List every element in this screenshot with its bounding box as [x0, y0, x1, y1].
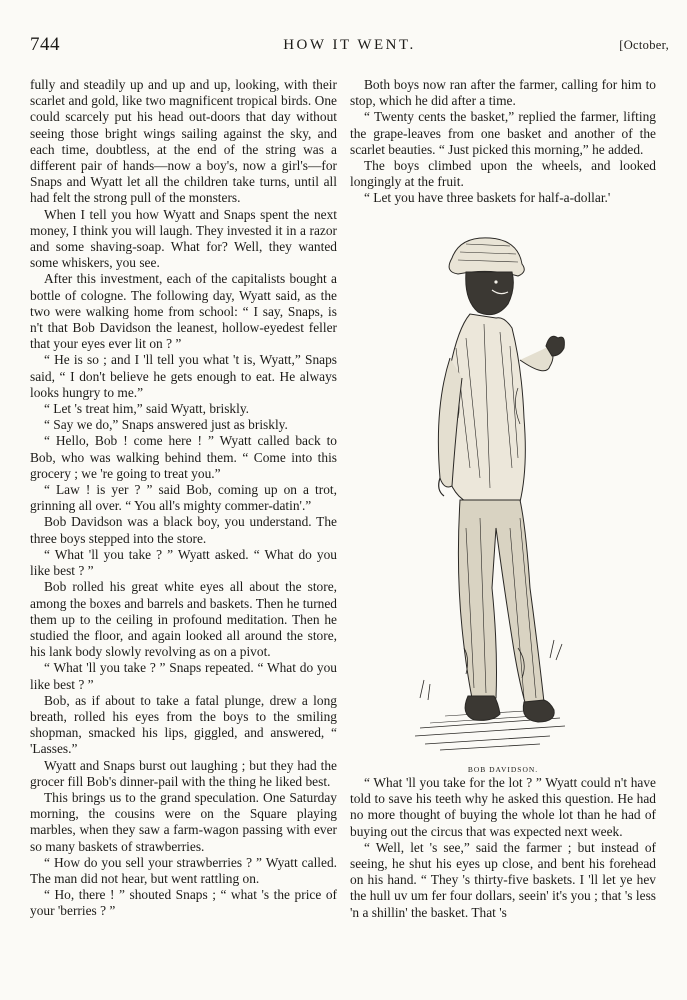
left-column — [30, 77, 337, 920]
paragraph: When I tell you how Wyatt and Snaps spent the next money, I think you will laugh. They invested it in a razor and some shaving-soap. What for? Well, they wanted some whiskers, you see. — [30, 206, 337, 271]
paragraph: “ Let 's treat him,” said Wyatt, briskly. — [44, 401, 250, 417]
left-foot — [465, 696, 500, 720]
paragraph: Bob rolled his great white eyes all about the store, among the boxes and barrels and baskets. Then he turned them up to the ceiling in profound meditation. Then he studied the floor, and again looked all around the store, his lank body slowly revolving as on a pivot. — [30, 579, 337, 660]
paragraph: “ How do you sell your strawberries ? ” Wyatt called. The man did not hear, but went rattling on. — [30, 854, 337, 886]
paragraph: “ Hello, Bob ! come here ! ” Wyatt called back to Bob, who was walking behind them. “ Come into this grocery ; we 're going to treat you.” — [30, 433, 337, 481]
paragraph: Bob Davidson was a black boy, you understand. The three boys stepped into the store. — [30, 514, 337, 546]
figure-caption: BOB DAVIDSON. — [467, 765, 539, 774]
paragraph: “ What 'll you take ? ” Wyatt asked. “ What do you like best ? ” — [30, 546, 337, 579]
running-head — [30, 34, 669, 58]
right-foot — [523, 700, 554, 722]
paragraph: “ What 'll you take for the lot ? ” Wyatt could n't have told to save his teeth why he asked this question. He had no more thought of buying the whole lot than he had of buying out the circus that was expected next week. — [350, 775, 656, 839]
paragraph: “ Say we do,” Snaps answered just as briskly. — [44, 417, 288, 433]
right-column-top — [350, 77, 656, 207]
paragraph: “ Well, let 's see,” said the farmer ; but instead of seeing, he shut his eyes up close, and bent his forehead on his hand. “ They 's thirty-five baskets. I 'll let ye hev the hull uv um fer four dollars, seein' it's you ; that 's less 'n a shillin' the basket. That 's — [350, 839, 656, 920]
page-number: 744 — [30, 34, 60, 55]
right-column-bottom — [350, 775, 656, 921]
paragraph: Bob, as if about to take a fatal plunge, drew a long breath, rolled his eyes from the boys to the smiling shopman, smacked his lips, giggled, and answered, “ 'Lasses.” — [30, 692, 337, 757]
paragraph: Both boys now ran after the farmer, calling for him to stop, which he did after a time. — [350, 77, 656, 109]
illustration-bob-davidson — [400, 228, 580, 760]
paragraph: “ Let you have three baskets for half-a-dollar.' — [364, 190, 611, 206]
paragraph: Wyatt and Snaps burst out laughing ; but they had the grocer fill Bob's dinner-pail with the thing he liked best. — [30, 757, 337, 789]
engraving-figure — [400, 228, 580, 760]
paragraph: “ Law ! is yer ? ” said Bob, coming up on a trot, grinning all over. “ You all's mighty commer-datin'.” — [30, 482, 337, 514]
paragraph: “ Twenty cents the basket,” replied the farmer, lifting the grape-leaves from one basket and another of the scarlet beauties. “ Just picked this morning,” he added. — [350, 109, 656, 157]
running-title: HOW IT WENT. — [283, 37, 416, 53]
paragraph: fully and steadily up and up and up, looking, with their scarlet and gold, like two magnificent tropical birds. One could scarcely put his head out-doors that day without seeing those bright wings sailing against the sky, and each time, doubtless, at the end of the string was a different pair of hands—now a boy's, now a girl's—for Snaps and Wyatt let all the children take turns, until all had felt the strong pull of the monsters. — [30, 77, 337, 206]
running-month: [October, — [619, 38, 669, 52]
paragraph: This brings us to the grand speculation. One Saturday morning, the cousins were on the Square playing marbles, when they saw a farm-wagon passing with ever so many baskets of strawberries. — [30, 789, 337, 854]
paragraph: The boys climbed upon the wheels, and looked longingly at the fruit. — [350, 158, 656, 190]
paragraph: “ What 'll you take ? ” Snaps repeated. “ What do you like best ? ” — [30, 660, 337, 692]
paragraph: After this investment, each of the capitalists bought a bottle of cologne. The following day, Wyatt said, as the two were walking home from school: “ I say, Snaps, is n't that Bob Davidson the leanest, hollow-eyedest feller that your eyes ever lit on ? ” — [30, 271, 337, 352]
trousers — [458, 500, 544, 706]
straw-hat — [449, 238, 524, 276]
paragraph: “ Ho, there ! ” shouted Snaps ; “ what 's the price of your 'berries ? ” — [30, 887, 337, 919]
paragraph: “ He is so ; and I 'll tell you what 't is, Wyatt,” Snaps said, “ I don't believe he gets enough to eat. He always looks hungry to me.” — [30, 352, 337, 400]
